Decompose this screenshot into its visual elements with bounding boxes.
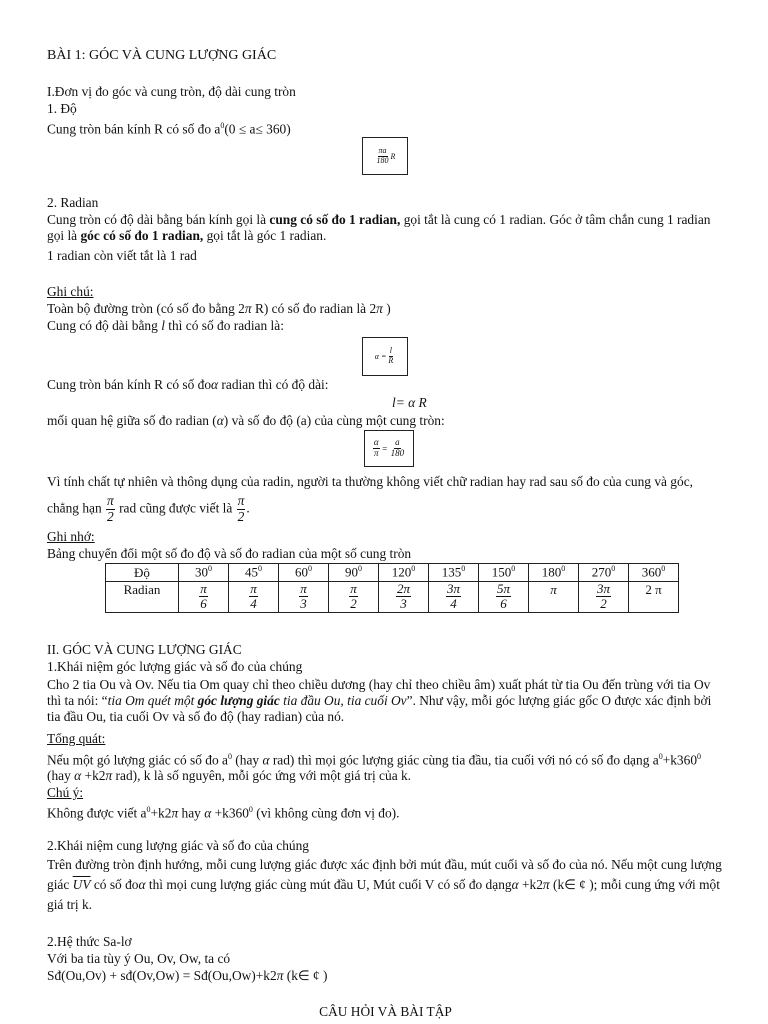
degree-heading: 1. Độ: [47, 101, 77, 116]
formula-box-radian: α = $\frac{l}{R}$: [362, 337, 408, 376]
table-header-degree: Độ: [106, 564, 179, 582]
degree-cell: $360^0$: [629, 564, 679, 582]
table-row-degrees: [106, 564, 679, 582]
general-paragraph: Nếu một gó lượng giác có số đo $a^0$ (hay α rad) thì mọi góc lượng giác cùng tia đầu, tia cuối với nó có số đo dạng $a^0+k360^0$ (hay α +k2π rad), k là số nguyên, mỗi góc ứng với một giá trị của k.: [47, 752, 702, 784]
radian-cell: $\frac{\pi}{3}$: [279, 582, 329, 613]
degree-cell: $135^0$: [429, 564, 479, 582]
radian-heading: 2. Radian: [47, 195, 99, 210]
general-label: Tổng quát:: [47, 731, 106, 746]
degree-cell: $60^0$: [279, 564, 329, 582]
section1-heading: I.Đơn vị đo góc và cung tròn, độ dài cung tròn: [47, 84, 296, 99]
attention-label: Chú ý:: [47, 785, 84, 800]
lesson-title: BÀI 1: GÓC VÀ CUNG LƯỢNG GIÁC: [47, 48, 277, 63]
radian-cell: $\frac{5\pi}{6}$: [479, 582, 529, 613]
chasles-formula: Sđ(Ou,Ov) + sđ(Ov,Ow) = Sđ(Ou,Ow)+k2π (k∈ ¢ ): [47, 968, 328, 983]
degree-cell: $90^0$: [329, 564, 379, 582]
radian-cell: $\frac{3\pi}{2}$: [579, 582, 629, 613]
remember-text: Bảng chuyển đổi một số đo độ và số đo radian của một số cung tròn: [47, 546, 412, 561]
note-line-5: Vì tính chất tự nhiên và thông dụng của radin, người ta thường không viết chữ radian hay rad sau số đo của cung và góc, chẳng hạn $\frac{\pi}{2}$ rad cũng được viết là $\frac{\pi}{2}$ .: [47, 474, 693, 524]
section2-paragraph-1: Cho 2 tia Ou và Ov. Nếu tia Om quay chỉ theo chiều dương (hay chỉ theo chiều âm) xuất phát từ tia Ou đến trùng với tia Ov thì ta nói: “tia Om quét một góc lượng giác tia đầu Ou, tia cuối Ov”. Như vậy, mỗi góc lượng giác gốc O được xác định bởi tia đầu Ou, tia cuối Ov và số đo độ (hay radian) của nó.: [47, 677, 712, 724]
degree-cell: $45^0$: [229, 564, 279, 582]
section2-sub2: 2.Khái niệm cung lượng giác và số đo của chúng: [47, 838, 309, 853]
section2-sub1: 1.Khái niệm góc lượng giác và số đo của chúng: [47, 659, 303, 674]
table-header-radian: Radian: [106, 582, 179, 613]
degree-cell: $30^0$: [179, 564, 229, 582]
section2-sub3: 2.Hệ thức Sa-lơ: [47, 934, 132, 949]
note-label: Ghi chú:: [47, 284, 94, 299]
degree-cell: $180^0$: [529, 564, 579, 582]
radian-cell: $\frac{\pi}{2}$: [329, 582, 379, 613]
degree-cell: $120^0$: [379, 564, 429, 582]
length-formula: l= α R: [392, 395, 427, 410]
section2-heading: II. GÓC VÀ CUNG LƯỢNG GIÁC: [47, 642, 242, 657]
degree-cell: $150^0$: [479, 564, 529, 582]
note-line-4: mối quan hệ giữa số đo radian (α) và số đo độ (a) của cùng một cung tròn:: [47, 413, 445, 428]
note-line-2: Cung có độ dài bằng l thì có số đo radian là:: [47, 318, 284, 333]
radian-cell: $\frac{3\pi}{4}$: [429, 582, 479, 613]
degree-text: Cung tròn bán kính R có số đo $a^0(0 \le a\le 360)$: [47, 121, 291, 137]
radian-paragraph: Cung tròn có độ dài bằng bán kính gọi là cung có số đo 1 radian, gọi tắt là cung có 1 radian. Góc ở tâm chắn cung 1 radian gọi là góc có số đo 1 radian, gọi tắt là góc 1 radian.: [47, 212, 711, 243]
conversion-table: [105, 563, 679, 613]
remember-label: Ghi nhớ:: [47, 529, 95, 544]
note-line-3: Cung tròn bán kính R có số đoα radian thì có độ dài:: [47, 377, 329, 392]
questions-heading: CÂU HỎI VÀ BÀI TẬP: [319, 1004, 452, 1019]
radian-cell: π: [529, 582, 579, 613]
section2-paragraph-3: Với ba tia tùy ý Ou, Ov, Ow, ta có: [47, 951, 231, 966]
radian-cell: $\frac{\pi}{6}$: [179, 582, 229, 613]
radian-abbrev: 1 radian còn viết tắt là 1 rad: [47, 248, 197, 263]
formula-box-arc-length-degree: πa 180 R: [362, 137, 408, 175]
radian-cell: $\frac{2\pi}{3}$: [379, 582, 429, 613]
section2-paragraph-2: Trên đường tròn định hướng, mỗi cung lượng giác được xác định bởi mút đầu, mút cuối và số đo của nó. Nếu một cung lượng giác $\overline{UV}$ có số đoα thì mọi cung lượng giác cùng mút đầu U, Mút cuối V có số đo dạngα +k2π (k∈ ¢ ); mỗi cung ứng với một giá trị k.: [47, 857, 722, 912]
radian-cell: 2 π: [629, 582, 679, 613]
formula-box-conversion: $\frac{\alpha}{\pi}$ = $\frac{a}{180}$: [364, 430, 414, 467]
note-line-1: Toàn bộ đường tròn (có số đo bằng 2π R) có số đo radian là 2π ): [47, 301, 391, 316]
attention-text: Không được viết $a^0+k2\pi$ hay $\alpha +k360^0$ (vì không cùng đơn vị đo).: [47, 805, 400, 821]
radian-cell: $\frac{\pi}{4}$: [229, 582, 279, 613]
degree-cell: $270^0$: [579, 564, 629, 582]
table-row-radians: [106, 582, 679, 613]
